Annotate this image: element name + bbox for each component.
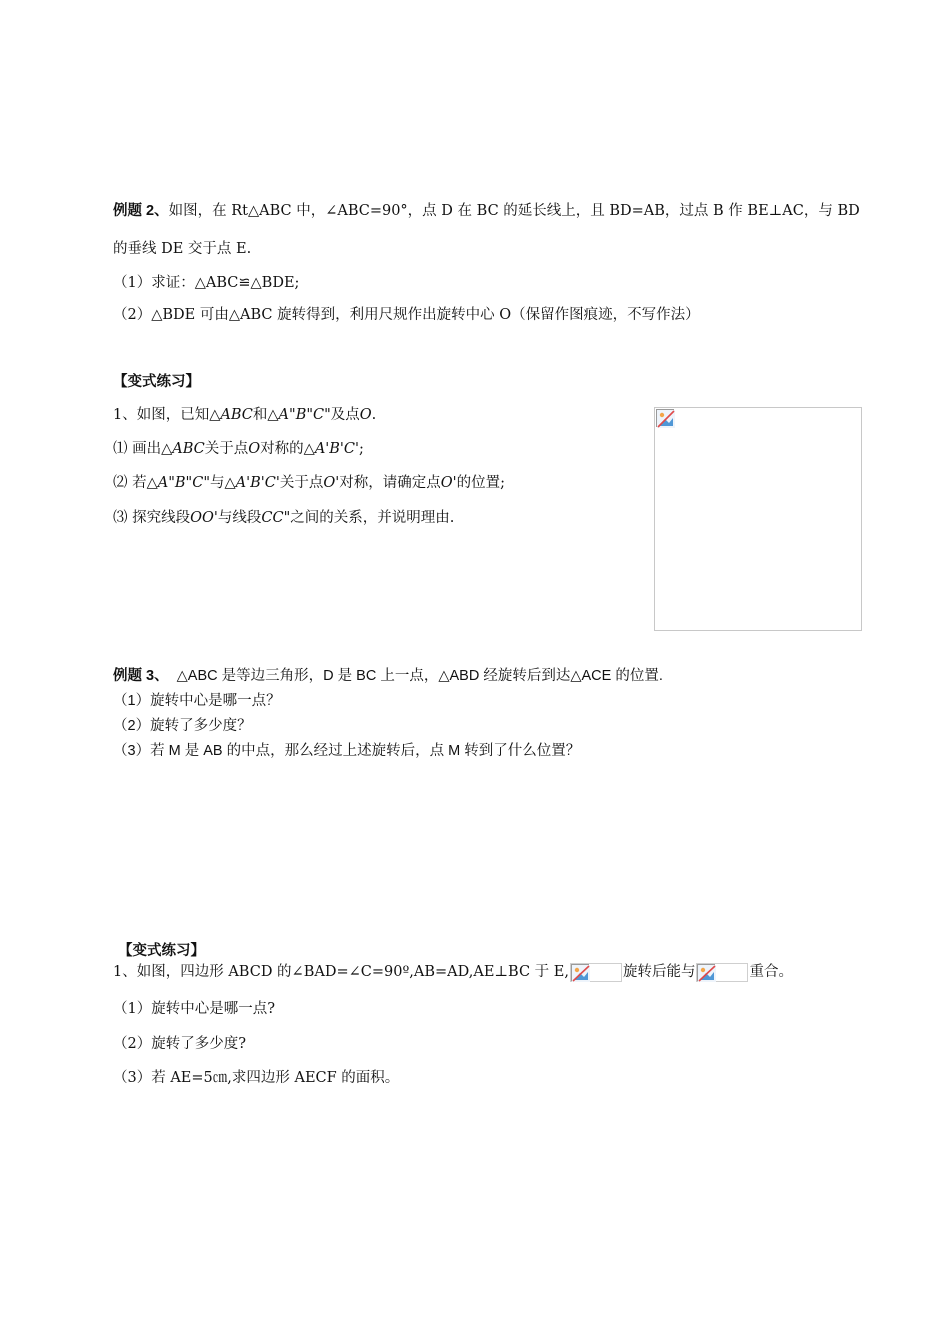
inline-image-placeholder-2 [696, 963, 748, 982]
example-3-line-1: 例题 3、 △ABC 是等边三角形，D 是 BC 上一点，△ABD 经旋转后到达△ACE 的位置. [113, 668, 663, 684]
variant-2-question-intro: 1、如图，四边形 ABCD 的∠BAD=∠C=90º,AB=AD,AE⊥BC 于 E, 旋转后能与 重合。 [113, 964, 793, 980]
broken-image-icon [571, 964, 589, 981]
example-2-label: 例题 2 [113, 203, 155, 219]
example-3-question-1: （1）旋转中心是哪一点？ [113, 693, 281, 709]
example-3-question-2: （2）旋转了多少度？ [113, 718, 252, 734]
variant-practice-heading-2: 【变式练习】 [118, 942, 205, 959]
variant-2-question-1: （1）旋转中心是哪一点? [113, 1001, 275, 1017]
variant-1-part-1: ⑴ 画出△ABC关于点O对称的△A'B'C'; [113, 441, 364, 457]
broken-image-icon [656, 409, 674, 427]
inline-image-placeholder-1 [570, 963, 622, 982]
example-3-text: △ABC 是等边三角形，D 是 BC 上一点，△ABD 经旋转后到达△ACE 的位置. [176, 668, 663, 684]
example-2-line-1: 例题 2、如图，在 Rt△ABC 中，∠ABC=90°，点 D 在 BC 的延长线上，且 BD=AB，过点 B 作 BE⊥AC，与 BD [113, 202, 860, 219]
variant-2-question-2: （2）旋转了多少度? [113, 1036, 246, 1052]
variant-practice-heading-1: 【变式练习】 [113, 373, 200, 390]
example-2-question-1: （1）求证：△ABC≌△BDE; [113, 275, 300, 291]
example-2-question-2: （2）△BDE 可由△ABC 旋转得到，利用尺规作出旋转中心 O（保留作图痕迹，不写作法） [113, 307, 700, 323]
example-2-text: 如图，在 Rt△ABC 中，∠ABC=90°，点 D 在 BC 的延长线上，且 BD=AB，过点 B 作 BE⊥AC，与 BD [168, 203, 860, 219]
variant-1-question-intro: 1、如图，已知△ABC和△A"B"C"及点O. [113, 407, 377, 423]
broken-image-icon [697, 964, 715, 981]
variant-1-part-3: ⑶ 探究线段OO'与线段CC"之间的关系，并说明理由. [113, 510, 455, 526]
example-3-question-3: （3）若 M 是 AB 的中点，那么经过上述旋转后，点 M 转到了什么位置？ [113, 743, 581, 759]
example-3-label: 例题 3 [113, 668, 155, 684]
figure-placeholder [654, 407, 862, 631]
variant-2-question-3: （3）若 AE=5㎝,求四边形 AECF 的面积。 [113, 1070, 400, 1086]
example-2-line-2: 的垂线 DE 交于点 E. [113, 241, 252, 257]
variant-1-part-2: ⑵ 若△A"B"C"与△A'B'C'关于点O'对称，请确定点O'的位置; [113, 475, 505, 491]
